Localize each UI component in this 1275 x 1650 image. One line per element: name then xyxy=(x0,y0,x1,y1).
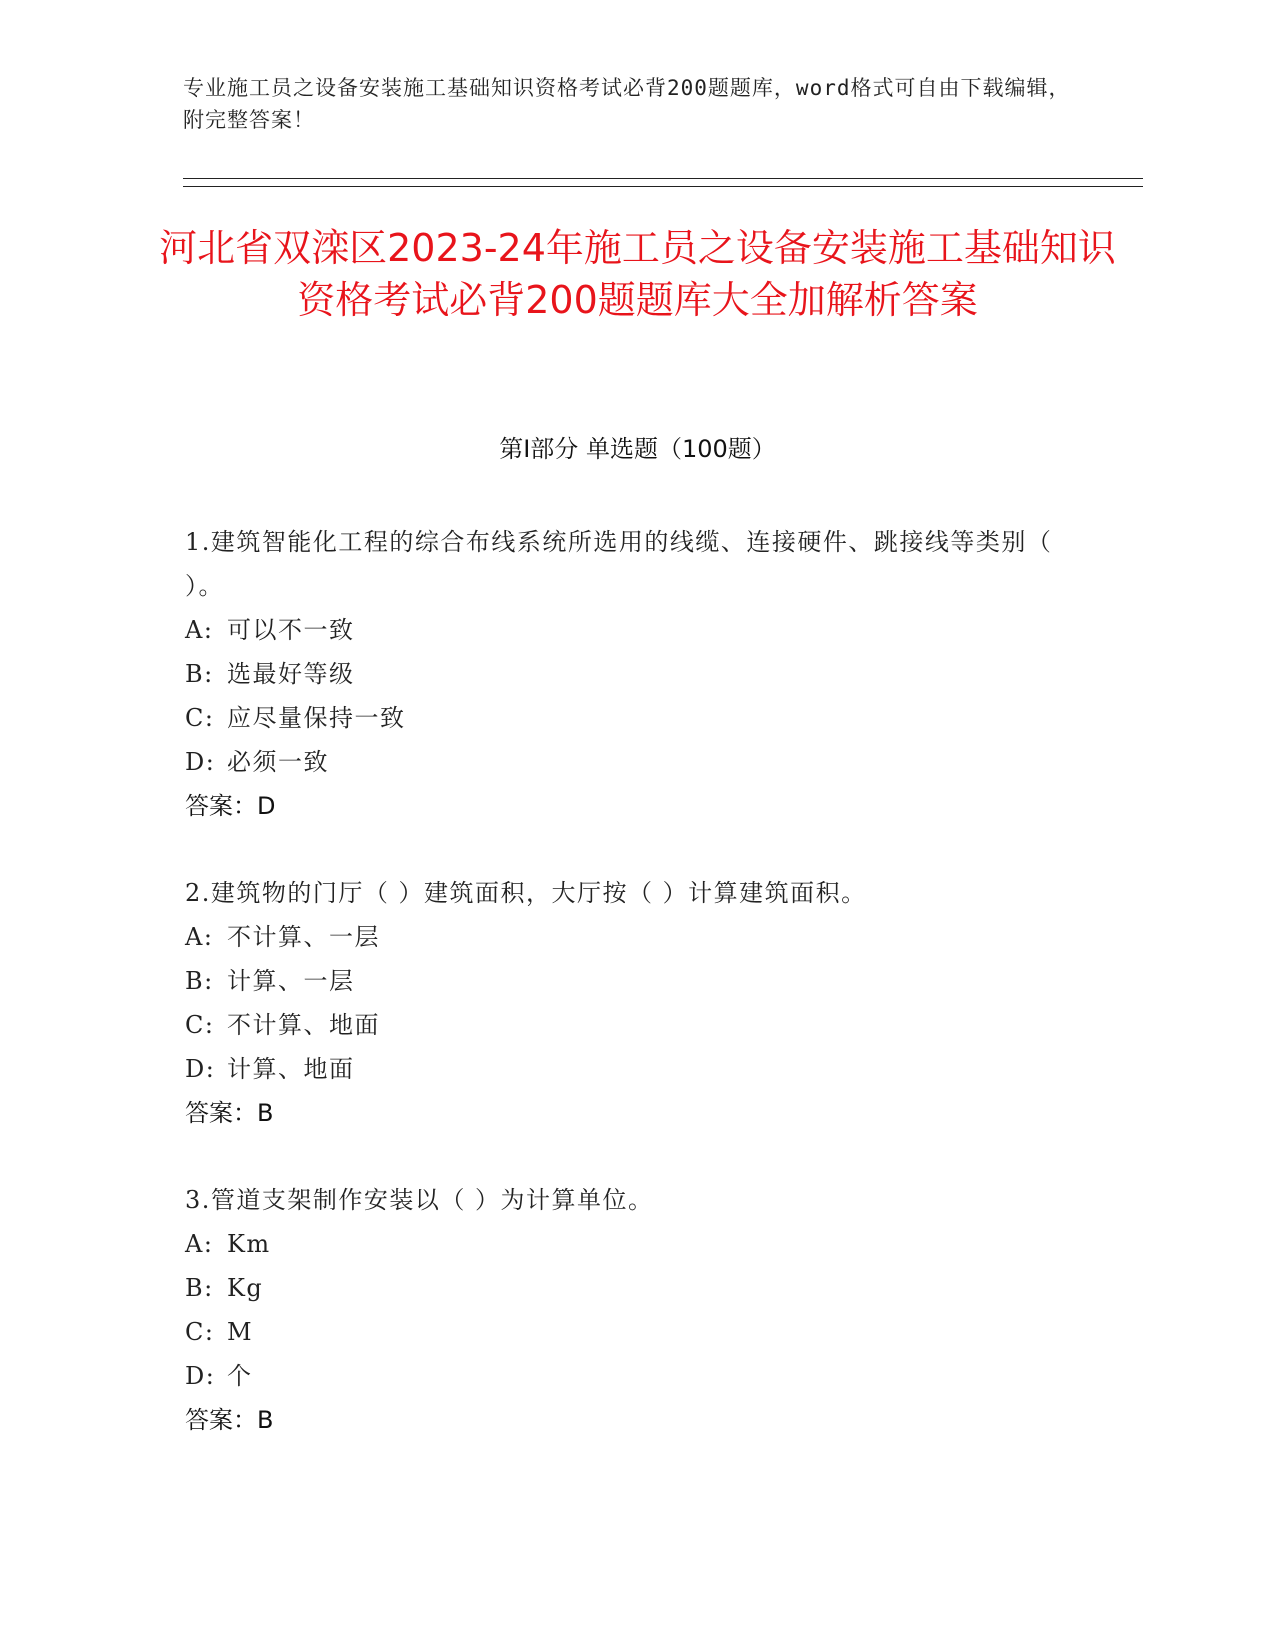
option-text: 应尽量保持一致 xyxy=(227,704,406,732)
option-key: B: xyxy=(185,1274,214,1302)
option-key: D: xyxy=(185,748,216,776)
header-note: 专业施工员之设备安装施工基础知识资格考试必背200题题库，word格式可自由下载编辑，附完整答案！ xyxy=(183,76,1071,132)
option-key: C: xyxy=(185,704,215,732)
option-key: A: xyxy=(185,923,214,951)
option-key: D: xyxy=(185,1362,216,1390)
option-a xyxy=(185,915,1085,959)
question-3 xyxy=(185,1178,1085,1442)
question-stem: 2.建筑物的门厅（ ）建筑面积，大厅按（ ）计算建筑面积。 xyxy=(185,879,867,907)
option-c xyxy=(185,1003,1085,1047)
answer-line: 答案：B xyxy=(185,1406,274,1434)
option-d xyxy=(185,1354,1085,1398)
option-key: D: xyxy=(185,1055,216,1083)
option-b xyxy=(185,652,1085,696)
option-key: A: xyxy=(185,616,214,644)
option-text: 计算、地面 xyxy=(227,1055,355,1083)
question-spacer xyxy=(185,828,1085,871)
option-key: B: xyxy=(185,967,214,995)
option-key: A: xyxy=(185,1230,214,1258)
option-text: 不计算、地面 xyxy=(227,1011,380,1039)
option-text: Km xyxy=(227,1230,271,1258)
option-b xyxy=(185,1266,1085,1310)
section-heading: 第Ⅰ部分 单选题（100题） xyxy=(499,435,776,463)
option-b xyxy=(185,959,1085,1003)
option-d xyxy=(185,1047,1085,1091)
option-a xyxy=(185,1222,1085,1266)
option-d xyxy=(185,740,1085,784)
option-text: Kg xyxy=(227,1274,264,1302)
option-text: 计算、一层 xyxy=(227,967,355,995)
question-list xyxy=(185,520,1085,1442)
question-1 xyxy=(185,520,1085,828)
option-key: C: xyxy=(185,1318,215,1346)
header-rule-top xyxy=(183,178,1143,179)
document-title: 河北省双滦区2023-24年施工员之设备安装施工基础知识资格考试必背200题题库大全加解析答案 xyxy=(159,226,1116,322)
option-text: 选最好等级 xyxy=(227,660,355,688)
answer-line: 答案：B xyxy=(185,1099,274,1127)
option-text: M xyxy=(227,1318,254,1346)
question-stem: 3.管道支架制作安装以（ ）为计算单位。 xyxy=(185,1186,654,1214)
option-text: 个 xyxy=(227,1362,253,1390)
question-spacer xyxy=(185,1135,1085,1178)
option-text: 必须一致 xyxy=(227,748,329,776)
option-key: C: xyxy=(185,1011,215,1039)
answer-line: 答案：D xyxy=(185,792,276,820)
option-key: B: xyxy=(185,660,214,688)
option-text: 不计算、一层 xyxy=(227,923,380,951)
option-a xyxy=(185,608,1085,652)
option-c xyxy=(185,1310,1085,1354)
question-2 xyxy=(185,871,1085,1135)
header-rule-bottom xyxy=(183,186,1143,187)
option-text: 可以不一致 xyxy=(227,616,355,644)
question-stem: 1.建筑智能化工程的综合布线系统所选用的线缆、连接硬件、跳接线等类别（ ）。 xyxy=(185,528,1053,600)
option-c xyxy=(185,696,1085,740)
